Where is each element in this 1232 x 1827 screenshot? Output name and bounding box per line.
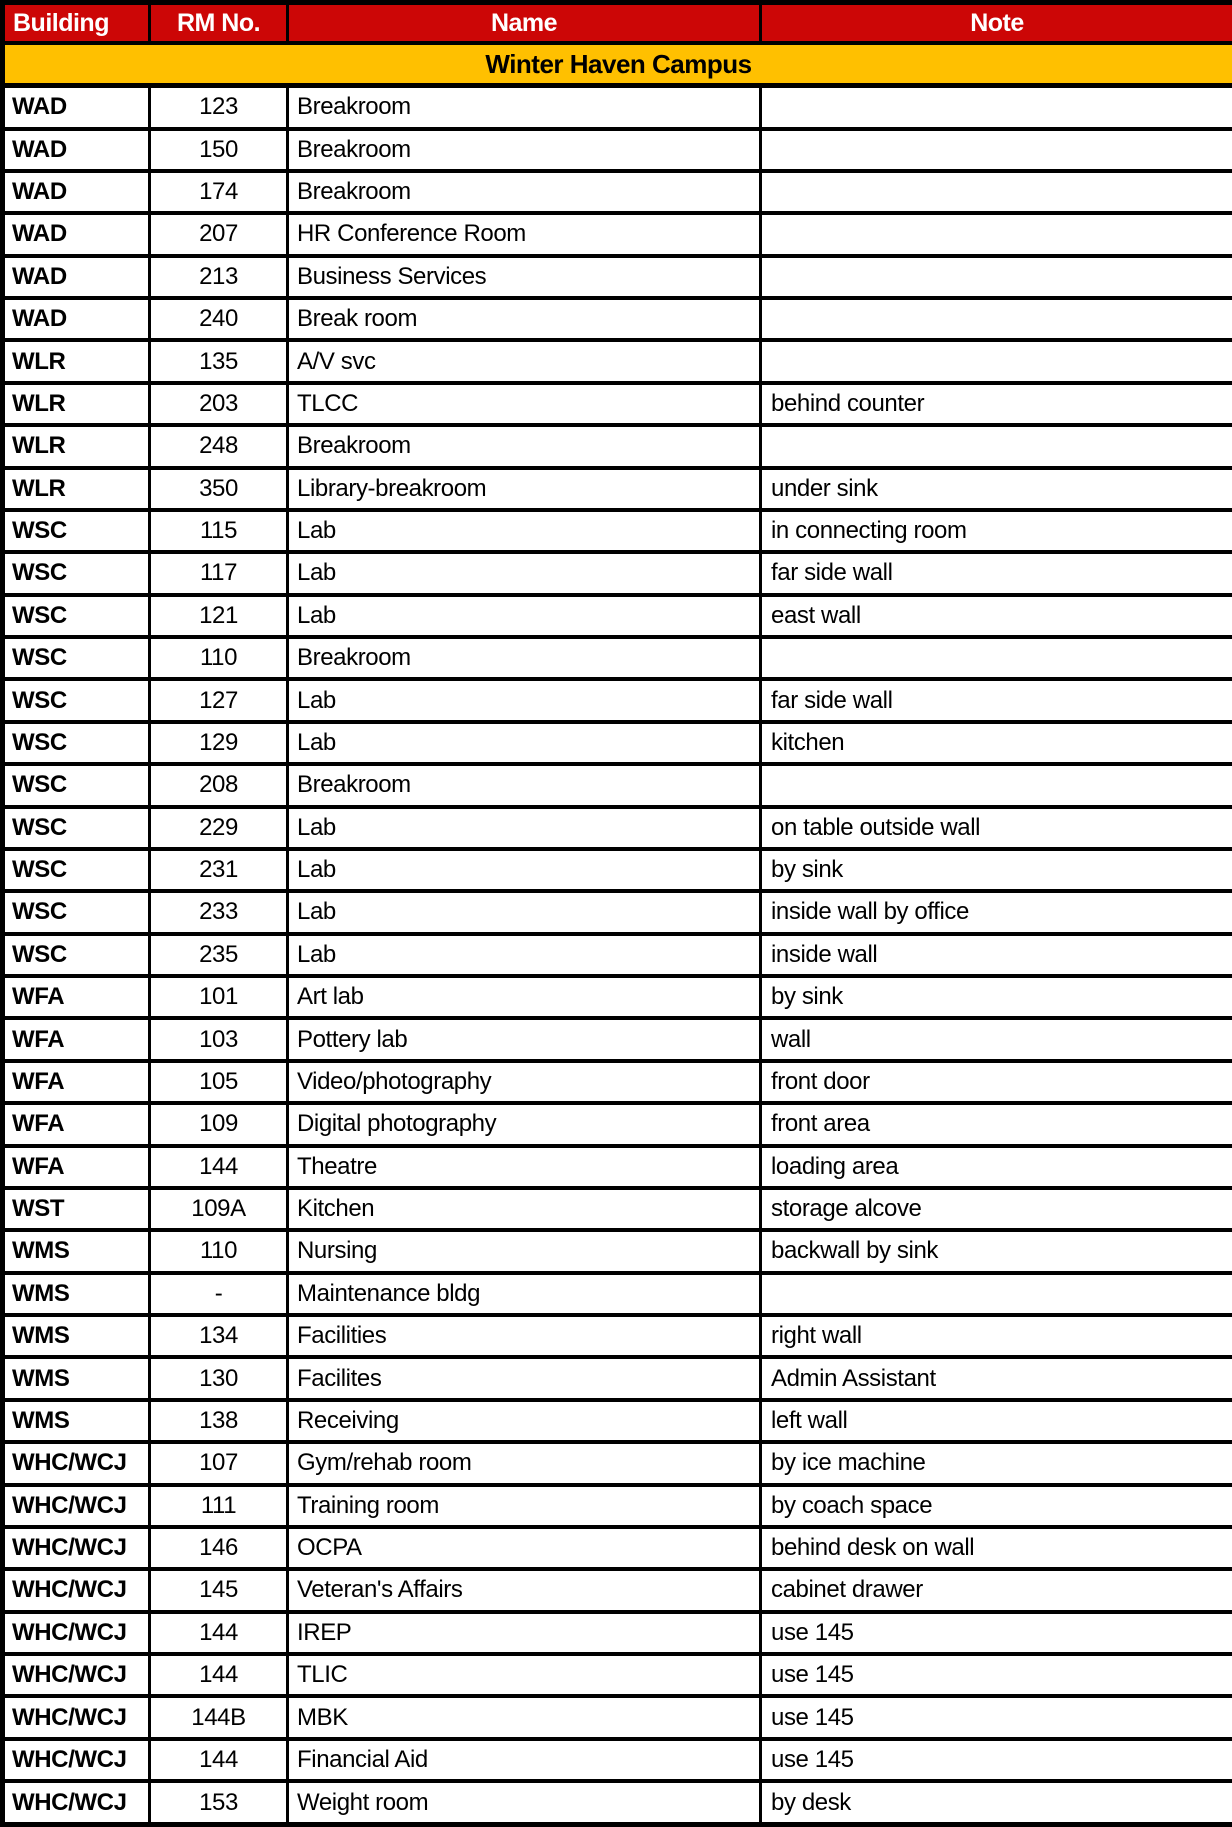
- rm-no-cell: 153: [150, 1781, 288, 1824]
- table-row: [3, 891, 1232, 933]
- table-row: [3, 1569, 1232, 1611]
- rm-no-cell: 135: [150, 340, 288, 382]
- table-body: [3, 86, 1232, 1825]
- column-header-note: Note: [761, 3, 1232, 44]
- building-cell: WSC: [3, 807, 150, 849]
- note-cell: behind desk on wall: [761, 1527, 1232, 1569]
- note-cell: by sink: [761, 849, 1232, 891]
- building-cell: WSC: [3, 934, 150, 976]
- rm-no-cell: 150: [150, 129, 288, 171]
- rm-no-cell: 117: [150, 552, 288, 594]
- rm-no-cell: 138: [150, 1400, 288, 1442]
- table-row: [3, 1527, 1232, 1569]
- column-header-building: Building: [3, 3, 150, 44]
- table-row: [3, 468, 1232, 510]
- building-cell: WHC/WCJ: [3, 1781, 150, 1824]
- rm-no-cell: -: [150, 1273, 288, 1315]
- name-cell: Facilities: [288, 1315, 761, 1357]
- rm-no-cell: 213: [150, 256, 288, 298]
- building-cell: WSC: [3, 722, 150, 764]
- note-cell: use 145: [761, 1612, 1232, 1654]
- building-cell: WSC: [3, 764, 150, 806]
- name-cell: Lab: [288, 807, 761, 849]
- name-cell: Breakroom: [288, 86, 761, 129]
- note-cell: behind counter: [761, 383, 1232, 425]
- rm-no-cell: 129: [150, 722, 288, 764]
- building-cell: WHC/WCJ: [3, 1485, 150, 1527]
- section-banner-row: [3, 43, 1232, 86]
- table-row: [3, 1739, 1232, 1781]
- table-row: [3, 86, 1232, 129]
- table-row: [3, 595, 1232, 637]
- name-cell: Breakroom: [288, 129, 761, 171]
- name-cell: Theatre: [288, 1146, 761, 1188]
- building-cell: WSC: [3, 595, 150, 637]
- header-row: [3, 3, 1232, 44]
- note-cell: [761, 637, 1232, 679]
- name-cell: Art lab: [288, 976, 761, 1018]
- building-cell: WAD: [3, 171, 150, 213]
- building-cell: WFA: [3, 1103, 150, 1145]
- building-cell: WST: [3, 1188, 150, 1230]
- name-cell: Business Services: [288, 256, 761, 298]
- table-row: [3, 510, 1232, 552]
- name-cell: Break room: [288, 298, 761, 340]
- name-cell: Financial Aid: [288, 1739, 761, 1781]
- rm-no-cell: 203: [150, 383, 288, 425]
- note-cell: by sink: [761, 976, 1232, 1018]
- rm-no-cell: 123: [150, 86, 288, 129]
- table-row: [3, 256, 1232, 298]
- table-row: [3, 1273, 1232, 1315]
- name-cell: Training room: [288, 1485, 761, 1527]
- building-cell: WSC: [3, 510, 150, 552]
- rm-no-cell: 231: [150, 849, 288, 891]
- building-cell: WHC/WCJ: [3, 1612, 150, 1654]
- building-cell: WSC: [3, 637, 150, 679]
- building-cell: WAD: [3, 213, 150, 255]
- rm-no-cell: 115: [150, 510, 288, 552]
- note-cell: under sink: [761, 468, 1232, 510]
- note-cell: [761, 1273, 1232, 1315]
- rm-no-cell: 144: [150, 1612, 288, 1654]
- note-cell: by ice machine: [761, 1442, 1232, 1484]
- name-cell: Gym/rehab room: [288, 1442, 761, 1484]
- building-cell: WAD: [3, 256, 150, 298]
- note-cell: east wall: [761, 595, 1232, 637]
- table-row: [3, 1315, 1232, 1357]
- column-header-rm-no: RM No.: [150, 3, 288, 44]
- building-cell: WLR: [3, 425, 150, 467]
- name-cell: Pottery lab: [288, 1018, 761, 1060]
- building-cell: WMS: [3, 1230, 150, 1272]
- table-row: [3, 934, 1232, 976]
- rm-no-cell: 350: [150, 468, 288, 510]
- rm-no-cell: 110: [150, 1230, 288, 1272]
- note-cell: kitchen: [761, 722, 1232, 764]
- name-cell: Receiving: [288, 1400, 761, 1442]
- table-row: [3, 1018, 1232, 1060]
- rm-no-cell: 208: [150, 764, 288, 806]
- note-cell: use 145: [761, 1654, 1232, 1696]
- rm-no-cell: 101: [150, 976, 288, 1018]
- note-cell: front door: [761, 1061, 1232, 1103]
- table-row: [3, 1061, 1232, 1103]
- building-cell: WMS: [3, 1273, 150, 1315]
- note-cell: [761, 340, 1232, 382]
- note-cell: use 145: [761, 1696, 1232, 1738]
- note-cell: cabinet drawer: [761, 1569, 1232, 1611]
- name-cell: MBK: [288, 1696, 761, 1738]
- name-cell: Lab: [288, 510, 761, 552]
- note-cell: inside wall by office: [761, 891, 1232, 933]
- note-cell: by desk: [761, 1781, 1232, 1824]
- rm-no-cell: 229: [150, 807, 288, 849]
- name-cell: Nursing: [288, 1230, 761, 1272]
- name-cell: Maintenance bldg: [288, 1273, 761, 1315]
- name-cell: Veteran's Affairs: [288, 1569, 761, 1611]
- building-cell: WLR: [3, 340, 150, 382]
- note-cell: right wall: [761, 1315, 1232, 1357]
- name-cell: IREP: [288, 1612, 761, 1654]
- note-cell: backwall by sink: [761, 1230, 1232, 1272]
- note-cell: far side wall: [761, 679, 1232, 721]
- name-cell: Breakroom: [288, 637, 761, 679]
- name-cell: Kitchen: [288, 1188, 761, 1230]
- table-row: [3, 764, 1232, 806]
- building-cell: WLR: [3, 383, 150, 425]
- building-cell: WFA: [3, 1018, 150, 1060]
- name-cell: Video/photography: [288, 1061, 761, 1103]
- name-cell: Lab: [288, 552, 761, 594]
- table-header: [3, 3, 1232, 86]
- name-cell: Digital photography: [288, 1103, 761, 1145]
- note-cell: loading area: [761, 1146, 1232, 1188]
- name-cell: Lab: [288, 891, 761, 933]
- name-cell: TLCC: [288, 383, 761, 425]
- name-cell: Lab: [288, 595, 761, 637]
- building-cell: WSC: [3, 849, 150, 891]
- table-row: [3, 1654, 1232, 1696]
- rm-no-cell: 111: [150, 1485, 288, 1527]
- table-row: [3, 1146, 1232, 1188]
- note-cell: wall: [761, 1018, 1232, 1060]
- note-cell: [761, 764, 1232, 806]
- rm-no-cell: 130: [150, 1357, 288, 1399]
- building-cell: WHC/WCJ: [3, 1569, 150, 1611]
- building-cell: WSC: [3, 891, 150, 933]
- building-cell: WSC: [3, 552, 150, 594]
- rm-no-cell: 240: [150, 298, 288, 340]
- table-row: [3, 1357, 1232, 1399]
- table-row: [3, 171, 1232, 213]
- note-cell: [761, 425, 1232, 467]
- name-cell: Breakroom: [288, 171, 761, 213]
- building-cell: WHC/WCJ: [3, 1442, 150, 1484]
- rm-no-cell: 109A: [150, 1188, 288, 1230]
- column-header-name: Name: [288, 3, 761, 44]
- table-row: [3, 637, 1232, 679]
- rm-no-cell: 103: [150, 1018, 288, 1060]
- rm-no-cell: 235: [150, 934, 288, 976]
- table-row: [3, 129, 1232, 171]
- rm-no-cell: 144: [150, 1146, 288, 1188]
- note-cell: [761, 171, 1232, 213]
- table-row: [3, 552, 1232, 594]
- rm-no-cell: 233: [150, 891, 288, 933]
- table-row: [3, 298, 1232, 340]
- note-cell: inside wall: [761, 934, 1232, 976]
- building-cell: WSC: [3, 679, 150, 721]
- name-cell: Library-breakroom: [288, 468, 761, 510]
- rm-no-cell: 174: [150, 171, 288, 213]
- building-cell: WMS: [3, 1315, 150, 1357]
- note-cell: use 145: [761, 1739, 1232, 1781]
- table-row: [3, 1188, 1232, 1230]
- note-cell: on table outside wall: [761, 807, 1232, 849]
- rm-no-cell: 109: [150, 1103, 288, 1145]
- rm-no-cell: 134: [150, 1315, 288, 1357]
- table-row: [3, 722, 1232, 764]
- table-row: [3, 849, 1232, 891]
- building-cell: WFA: [3, 976, 150, 1018]
- note-cell: [761, 298, 1232, 340]
- table-row: [3, 679, 1232, 721]
- table-row: [3, 1230, 1232, 1272]
- rm-no-cell: 107: [150, 1442, 288, 1484]
- name-cell: TLIC: [288, 1654, 761, 1696]
- building-cell: WMS: [3, 1400, 150, 1442]
- building-cell: WAD: [3, 129, 150, 171]
- rm-no-cell: 144B: [150, 1696, 288, 1738]
- table-row: [3, 807, 1232, 849]
- building-cell: WMS: [3, 1357, 150, 1399]
- building-cell: WAD: [3, 86, 150, 129]
- note-cell: [761, 129, 1232, 171]
- building-cell: WLR: [3, 468, 150, 510]
- name-cell: OCPA: [288, 1527, 761, 1569]
- table-row: [3, 1103, 1232, 1145]
- rm-no-cell: 105: [150, 1061, 288, 1103]
- table-row: [3, 213, 1232, 255]
- rm-no-cell: 110: [150, 637, 288, 679]
- building-cell: WHC/WCJ: [3, 1739, 150, 1781]
- name-cell: HR Conference Room: [288, 213, 761, 255]
- building-cell: WHC/WCJ: [3, 1654, 150, 1696]
- name-cell: Lab: [288, 679, 761, 721]
- rm-no-cell: 145: [150, 1569, 288, 1611]
- section-banner-title: Winter Haven Campus: [3, 43, 1232, 86]
- note-cell: in connecting room: [761, 510, 1232, 552]
- name-cell: Breakroom: [288, 425, 761, 467]
- table-row: [3, 1400, 1232, 1442]
- rm-no-cell: 127: [150, 679, 288, 721]
- note-cell: by coach space: [761, 1485, 1232, 1527]
- building-cell: WFA: [3, 1061, 150, 1103]
- name-cell: Facilites: [288, 1357, 761, 1399]
- name-cell: Weight room: [288, 1781, 761, 1824]
- building-cell: WHC/WCJ: [3, 1527, 150, 1569]
- name-cell: Breakroom: [288, 764, 761, 806]
- note-cell: [761, 256, 1232, 298]
- building-cell: WFA: [3, 1146, 150, 1188]
- note-cell: front area: [761, 1103, 1232, 1145]
- note-cell: Admin Assistant: [761, 1357, 1232, 1399]
- rm-no-cell: 207: [150, 213, 288, 255]
- table-row: [3, 340, 1232, 382]
- building-cell: WHC/WCJ: [3, 1696, 150, 1738]
- note-cell: [761, 86, 1232, 129]
- table-row: [3, 1781, 1232, 1824]
- rm-no-cell: 146: [150, 1527, 288, 1569]
- rm-no-cell: 144: [150, 1654, 288, 1696]
- rm-no-cell: 144: [150, 1739, 288, 1781]
- rm-no-cell: 121: [150, 595, 288, 637]
- rm-no-cell: 248: [150, 425, 288, 467]
- name-cell: Lab: [288, 934, 761, 976]
- name-cell: Lab: [288, 849, 761, 891]
- table-row: [3, 425, 1232, 467]
- name-cell: A/V svc: [288, 340, 761, 382]
- table-row: [3, 1696, 1232, 1738]
- note-cell: [761, 213, 1232, 255]
- note-cell: storage alcove: [761, 1188, 1232, 1230]
- table-row: [3, 976, 1232, 1018]
- table-row: [3, 1612, 1232, 1654]
- building-cell: WAD: [3, 298, 150, 340]
- table-row: [3, 383, 1232, 425]
- note-cell: far side wall: [761, 552, 1232, 594]
- table-row: [3, 1485, 1232, 1527]
- note-cell: left wall: [761, 1400, 1232, 1442]
- name-cell: Lab: [288, 722, 761, 764]
- table-row: [3, 1442, 1232, 1484]
